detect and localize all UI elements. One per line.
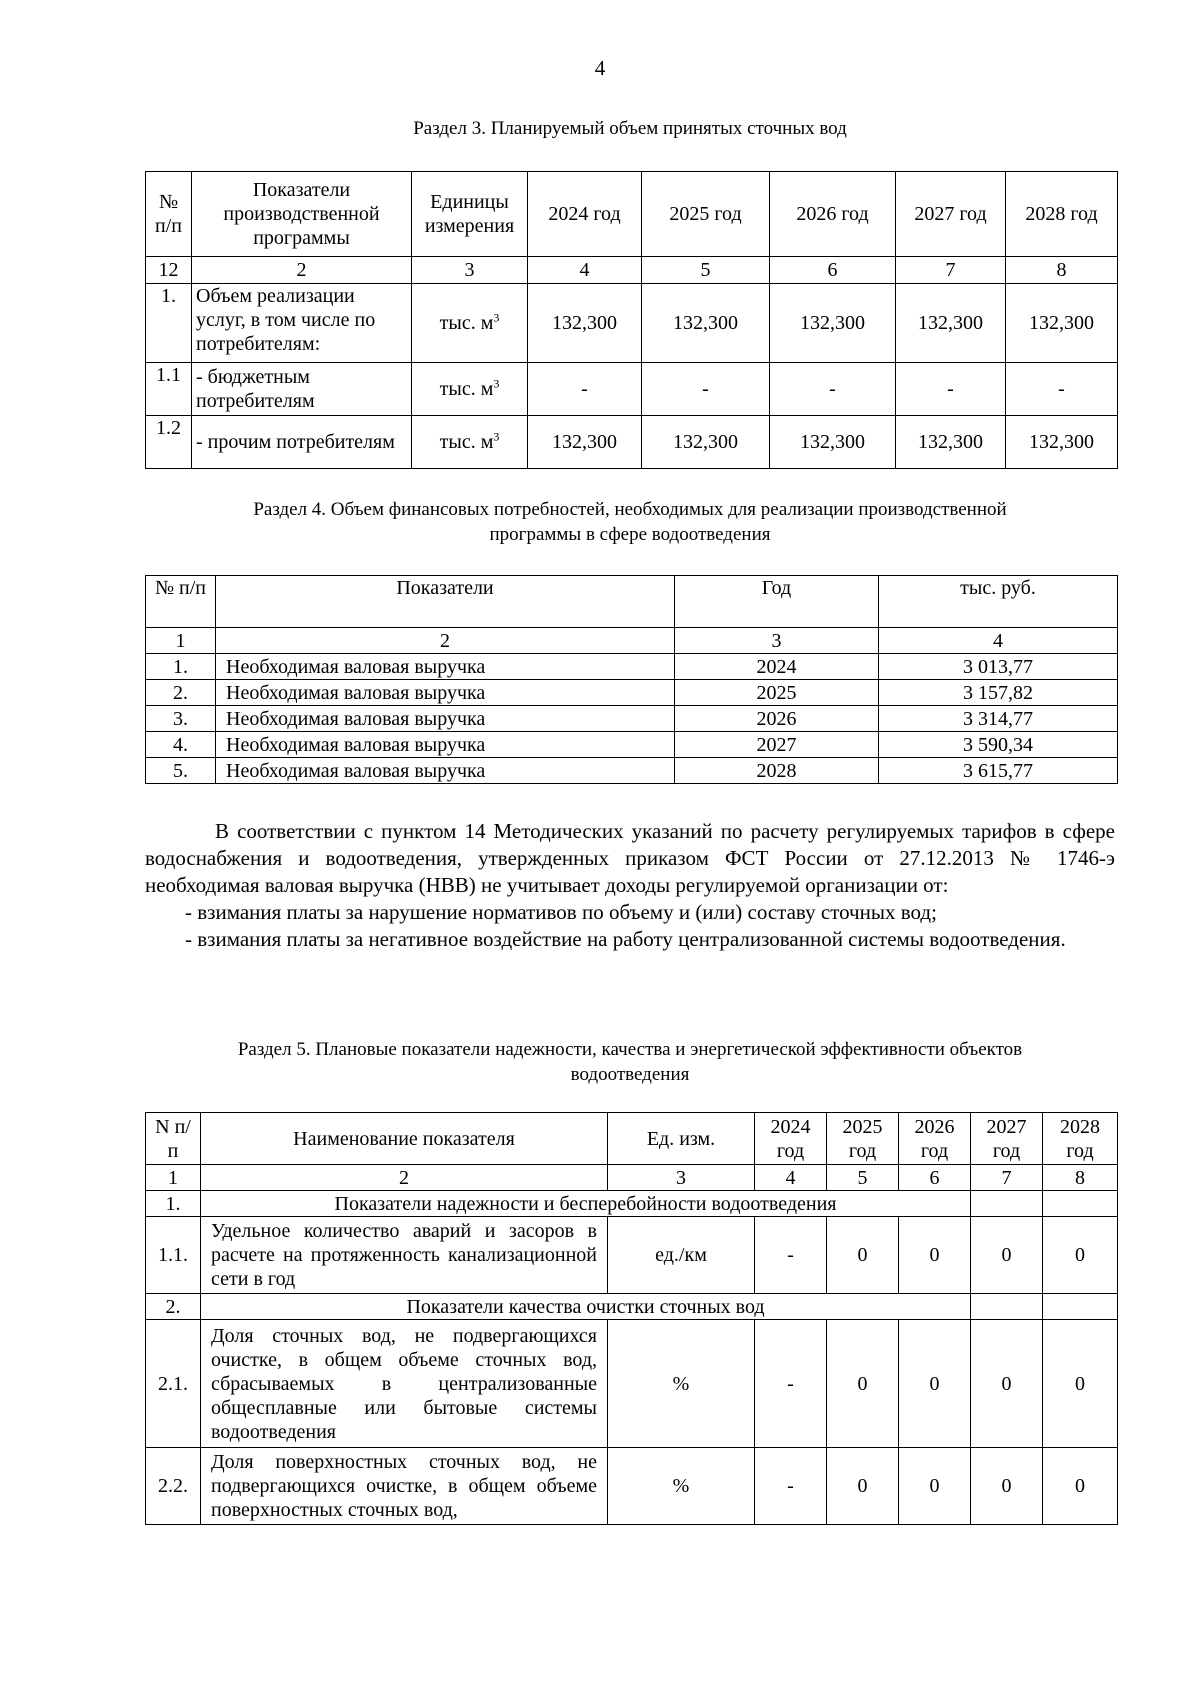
table-row — [146, 732, 1118, 758]
section5-title-line2: водоотведения — [570, 1064, 690, 1085]
colnum: 12 — [146, 257, 192, 284]
value-2026: 132,300 — [770, 284, 896, 363]
section5-colnum-row — [146, 1165, 1118, 1191]
value-2026: 0 — [899, 1448, 971, 1525]
header-indicator: Показатели производственной программы — [192, 172, 412, 257]
paragraph-main: В соответствии с пунктом 14 Методических указаний по расчету регулируемых тарифов в сфере водоснабжения и водоотведения, утвержденных приказом ФСТ России от 27.12.2013 № 1746-э необходимая валовая выручка (НВВ) не учитывает доходы регулируемой организации от: — [145, 819, 1115, 897]
colnum: 2 — [216, 628, 675, 654]
group-title: Показатели надежности и бесперебойности водоотведения — [201, 1191, 971, 1217]
row-name: Необходимая валовая выручка — [216, 758, 675, 784]
row-year: 2026 — [675, 706, 879, 732]
paragraph-item-2: - взимания платы за негативное воздействие на работу централизованной системы водоотведения. — [185, 927, 1066, 951]
value-2024: 132,300 — [528, 416, 642, 469]
table-row — [146, 706, 1118, 732]
colnum: 6 — [770, 257, 896, 284]
colnum: 6 — [899, 1165, 971, 1191]
row-name: Необходимая валовая выручка — [216, 654, 675, 680]
value-2027: 0 — [971, 1320, 1043, 1448]
colnum: 4 — [879, 628, 1118, 654]
group-num: 2. — [146, 1294, 201, 1320]
value-2027: 132,300 — [896, 284, 1006, 363]
section5-table — [145, 1112, 1118, 1525]
row-num: 2. — [146, 680, 216, 706]
value-2026: 0 — [899, 1320, 971, 1448]
header-2027: 2027 год — [971, 1113, 1043, 1165]
value-2024: 132,300 — [528, 284, 642, 363]
colnum: 8 — [1006, 257, 1118, 284]
empty-cell — [971, 1191, 1043, 1217]
value-2025: 0 — [827, 1320, 899, 1448]
colnum: 5 — [642, 257, 770, 284]
row-unit: тыс. $м^3$ — [412, 416, 528, 469]
row-name: Удельное количество аварий и засоров в расчете на протяженность канализационной сети в год — [201, 1217, 608, 1294]
colnum: 3 — [608, 1165, 755, 1191]
value-2024: - — [755, 1217, 827, 1294]
colnum: 2 — [192, 257, 412, 284]
section5-header-row — [146, 1113, 1118, 1165]
group-title: Показатели качества очистки сточных вод — [201, 1294, 971, 1320]
row-num: 2.1. — [146, 1320, 201, 1448]
row-year: 2024 — [675, 654, 879, 680]
row-num: 1.1 — [146, 363, 192, 416]
empty-cell — [1043, 1191, 1118, 1217]
row-num: 5. — [146, 758, 216, 784]
row-num: 2.2. — [146, 1448, 201, 1525]
row-name: Необходимая валовая выручка — [216, 732, 675, 758]
row-unit: тыс. $м^3$ — [412, 363, 528, 416]
header-num: N п/п — [146, 1113, 201, 1165]
row-num: 1.1. — [146, 1217, 201, 1294]
row-name: Объем реализации услуг, в том числе по потребителям: — [192, 284, 412, 363]
value-2025: 132,300 — [642, 284, 770, 363]
colnum: 2 — [201, 1165, 608, 1191]
row-year: 2025 — [675, 680, 879, 706]
page-number: 4 — [594, 56, 606, 80]
colnum: 7 — [971, 1165, 1043, 1191]
empty-cell — [1043, 1294, 1118, 1320]
section3-colnum-row — [146, 257, 1118, 284]
table-row — [146, 284, 1118, 363]
section3-header-row — [146, 172, 1118, 257]
row-name: Необходимая валовая выручка — [216, 706, 675, 732]
row-num: 1. — [146, 654, 216, 680]
value-2028: 132,300 — [1006, 416, 1118, 469]
row-num: 1. — [146, 284, 192, 363]
header-2025: 2025 год — [642, 172, 770, 257]
row-num: 1.2 — [146, 416, 192, 469]
header-year: Год — [675, 576, 879, 628]
header-num: № п/п — [146, 576, 216, 628]
header-unit: Единицы измерения — [412, 172, 528, 257]
colnum: 1 — [146, 1165, 201, 1191]
value-2025: 132,300 — [642, 416, 770, 469]
row-name: Доля поверхностных сточных вод, не подвергающихся очистке, в общем объеме поверхностных сточных вод, — [201, 1448, 608, 1525]
value-2026: 0 — [899, 1217, 971, 1294]
group-num: 1. — [146, 1191, 201, 1217]
section4-table — [145, 575, 1118, 784]
value-2024: - — [755, 1320, 827, 1448]
section4-title — [145, 497, 1115, 547]
header-2026: 2026 год — [770, 172, 896, 257]
colnum: 5 — [827, 1165, 899, 1191]
row-value: 3 314,77 — [879, 706, 1118, 732]
colnum: 4 — [528, 257, 642, 284]
header-indicator: Показатели — [216, 576, 675, 628]
value-2028: - — [1006, 363, 1118, 416]
value-2028: 0 — [1043, 1320, 1118, 1448]
table-row — [146, 680, 1118, 706]
table-row — [146, 363, 1118, 416]
header-thousand-rub: тыс. руб. — [879, 576, 1118, 628]
value-2028: 132,300 — [1006, 284, 1118, 363]
header-2028: 2028 год — [1006, 172, 1118, 257]
value-2025: 0 — [827, 1448, 899, 1525]
row-value: 3 590,34 — [879, 732, 1118, 758]
value-2027: 132,300 — [896, 416, 1006, 469]
table-row — [146, 416, 1118, 469]
section4-title-line2: программы в сфере водоотведения — [489, 524, 771, 545]
header-unit: Ед. изм. — [608, 1113, 755, 1165]
section3-table — [145, 171, 1118, 469]
header-2028: 2028 год — [1043, 1113, 1118, 1165]
value-2027: - — [896, 363, 1006, 416]
row-value: 3 013,77 — [879, 654, 1118, 680]
value-2025: - — [642, 363, 770, 416]
header-2026: 2026 год — [899, 1113, 971, 1165]
value-2024: - — [528, 363, 642, 416]
row-unit: ед./км — [608, 1217, 755, 1294]
value-2027: 0 — [971, 1448, 1043, 1525]
header-indicator-name: Наименование показателя — [201, 1113, 608, 1165]
value-2026: 132,300 — [770, 416, 896, 469]
row-year: 2028 — [675, 758, 879, 784]
colnum: 4 — [755, 1165, 827, 1191]
section3-title: Раздел 3. Планируемый объем принятых сточных вод — [413, 118, 847, 139]
colnum: 3 — [675, 628, 879, 654]
colnum: 3 — [412, 257, 528, 284]
row-unit: % — [608, 1320, 755, 1448]
row-name: Необходимая валовая выручка — [216, 680, 675, 706]
row-name: Доля сточных вод, не подвергающихся очистке, в общем объеме сточных вод, сбрасываемых в централизованные общесплавные или бытовые системы водоотведения — [201, 1320, 608, 1448]
header-num: № п/п — [146, 172, 192, 257]
section5-title — [145, 1037, 1115, 1087]
row-year: 2027 — [675, 732, 879, 758]
table-row — [146, 1320, 1118, 1448]
row-value: 3 157,82 — [879, 680, 1118, 706]
colnum: 8 — [1043, 1165, 1118, 1191]
empty-cell — [971, 1294, 1043, 1320]
group-row-quality — [146, 1294, 1118, 1320]
table-row — [146, 654, 1118, 680]
table-row — [146, 1448, 1118, 1525]
header-2024: 2024 год — [755, 1113, 827, 1165]
section4-title-line1: Раздел 4. Объем финансовых потребностей, необходимых для реализации производственной — [253, 499, 1007, 520]
table-row — [146, 1217, 1118, 1294]
value-2025: 0 — [827, 1217, 899, 1294]
section5-title-line1: Раздел 5. Плановые показатели надежности, качества и энергетической эффективности объектов — [237, 1039, 1023, 1060]
row-unit: % — [608, 1448, 755, 1525]
colnum: 7 — [896, 257, 1006, 284]
value-2028: 0 — [1043, 1217, 1118, 1294]
colnum: 1 — [146, 628, 216, 654]
section4-header-row — [146, 576, 1118, 628]
value-2026: - — [770, 363, 896, 416]
value-2027: 0 — [971, 1217, 1043, 1294]
row-num: 3. — [146, 706, 216, 732]
row-name: - прочим потребителям — [192, 416, 412, 469]
row-unit: тыс. $м^3$ — [412, 284, 528, 363]
group-row-reliability — [146, 1191, 1118, 1217]
header-2027: 2027 год — [896, 172, 1006, 257]
table-row — [146, 758, 1118, 784]
value-2028: 0 — [1043, 1448, 1118, 1525]
header-2024: 2024 год — [528, 172, 642, 257]
row-value: 3 615,77 — [879, 758, 1118, 784]
section4-colnum-row — [146, 628, 1118, 654]
header-2025: 2025 год — [827, 1113, 899, 1165]
body-paragraph — [145, 818, 1115, 953]
row-name: - бюджетным потребителям — [192, 363, 412, 416]
value-2024: - — [755, 1448, 827, 1525]
row-num: 4. — [146, 732, 216, 758]
paragraph-item-1: - взимания платы за нарушение нормативов по объему и (или) составу сточных вод; — [185, 900, 937, 924]
